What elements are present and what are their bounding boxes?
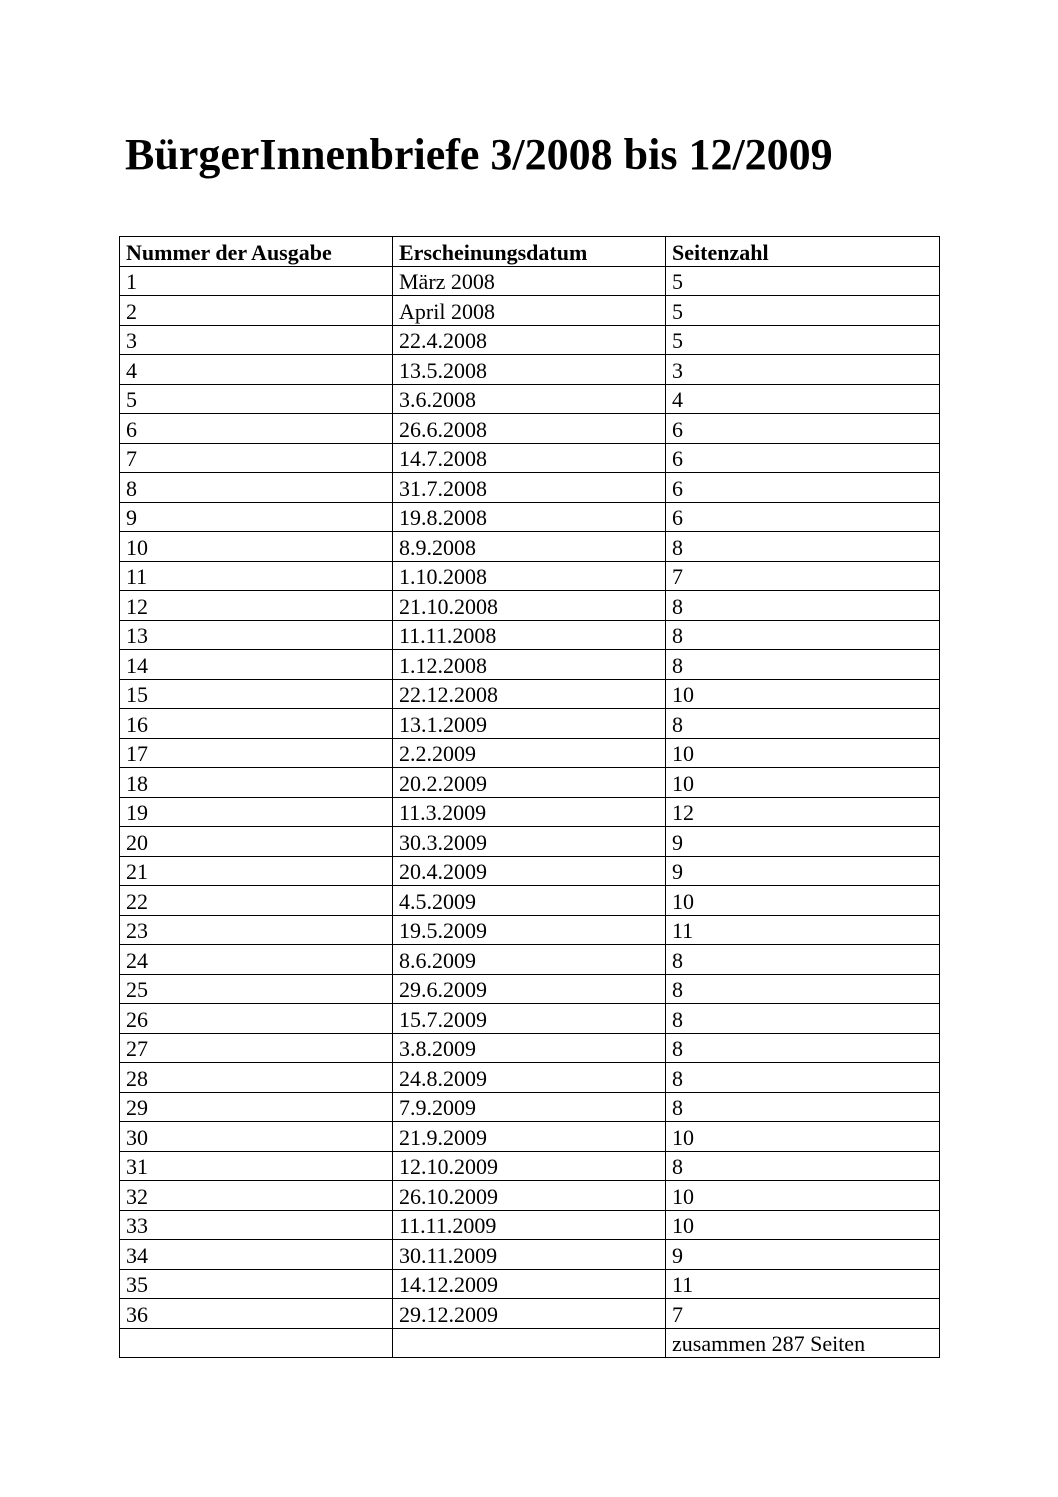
table-total-row (120, 1328, 940, 1358)
cell-page-count: 6 (666, 502, 940, 532)
cell-page-count: 8 (666, 974, 940, 1004)
cell-publication-date: 11.11.2008 (393, 620, 666, 650)
table-row (120, 1092, 940, 1122)
cell-issue-number: 1 (120, 266, 393, 296)
table-row (120, 679, 940, 709)
cell-page-count: 10 (666, 1210, 940, 1240)
cell-publication-date: 2.2.2009 (393, 738, 666, 768)
table-body (120, 266, 940, 1358)
column-header-page-count: Seitenzahl (666, 237, 940, 267)
cell-issue-number: 32 (120, 1181, 393, 1211)
cell-issue-number: 23 (120, 915, 393, 945)
table-row (120, 1181, 940, 1211)
cell-issue-number: 17 (120, 738, 393, 768)
cell-page-count: 5 (666, 296, 940, 326)
cell-issue-number: 4 (120, 355, 393, 385)
cell-publication-date: 20.4.2009 (393, 856, 666, 886)
cell-publication-date: 21.10.2008 (393, 591, 666, 621)
cell-page-count: 6 (666, 443, 940, 473)
total-empty-cell (393, 1328, 666, 1358)
cell-issue-number: 14 (120, 650, 393, 680)
total-pages-cell: zusammen 287 Seiten (666, 1328, 940, 1358)
cell-publication-date: 13.5.2008 (393, 355, 666, 385)
cell-issue-number: 24 (120, 945, 393, 975)
table-row (120, 1210, 940, 1240)
column-header-publication-date: Erscheinungsdatum (393, 237, 666, 267)
cell-issue-number: 12 (120, 591, 393, 621)
table-row (120, 1033, 940, 1063)
cell-publication-date: 19.8.2008 (393, 502, 666, 532)
cell-page-count: 8 (666, 1033, 940, 1063)
table-row (120, 502, 940, 532)
cell-issue-number: 15 (120, 679, 393, 709)
cell-publication-date: 1.10.2008 (393, 561, 666, 591)
issues-table (119, 236, 940, 1358)
cell-page-count: 8 (666, 1063, 940, 1093)
cell-page-count: 7 (666, 561, 940, 591)
cell-page-count: 8 (666, 945, 940, 975)
table-row (120, 1269, 940, 1299)
cell-page-count: 6 (666, 473, 940, 503)
cell-issue-number: 3 (120, 325, 393, 355)
cell-issue-number: 10 (120, 532, 393, 562)
cell-page-count: 10 (666, 1122, 940, 1152)
cell-publication-date: 29.6.2009 (393, 974, 666, 1004)
cell-issue-number: 6 (120, 414, 393, 444)
table-row (120, 414, 940, 444)
cell-page-count: 5 (666, 325, 940, 355)
table-row (120, 473, 940, 503)
cell-publication-date: 1.12.2008 (393, 650, 666, 680)
cell-page-count: 3 (666, 355, 940, 385)
cell-page-count: 8 (666, 1004, 940, 1034)
cell-page-count: 8 (666, 1151, 940, 1181)
table-row (120, 620, 940, 650)
cell-publication-date: 12.10.2009 (393, 1151, 666, 1181)
table-row (120, 797, 940, 827)
cell-publication-date: 8.6.2009 (393, 945, 666, 975)
cell-publication-date: April 2008 (393, 296, 666, 326)
table-row (120, 768, 940, 798)
table-row (120, 1063, 940, 1093)
table-row (120, 856, 940, 886)
cell-publication-date: 3.6.2008 (393, 384, 666, 414)
table-row (120, 1122, 940, 1152)
table-row (120, 266, 940, 296)
cell-issue-number: 7 (120, 443, 393, 473)
cell-publication-date: 20.2.2009 (393, 768, 666, 798)
table-row (120, 384, 940, 414)
cell-page-count: 10 (666, 768, 940, 798)
cell-publication-date: März 2008 (393, 266, 666, 296)
cell-page-count: 5 (666, 266, 940, 296)
cell-issue-number: 22 (120, 886, 393, 916)
cell-page-count: 12 (666, 797, 940, 827)
cell-issue-number: 33 (120, 1210, 393, 1240)
table-row (120, 827, 940, 857)
table-row (120, 650, 940, 680)
cell-page-count: 7 (666, 1299, 940, 1329)
cell-issue-number: 29 (120, 1092, 393, 1122)
cell-publication-date: 8.9.2008 (393, 532, 666, 562)
cell-page-count: 8 (666, 650, 940, 680)
cell-publication-date: 22.4.2008 (393, 325, 666, 355)
cell-page-count: 11 (666, 1269, 940, 1299)
cell-issue-number: 8 (120, 473, 393, 503)
cell-page-count: 11 (666, 915, 940, 945)
cell-page-count: 8 (666, 532, 940, 562)
cell-page-count: 8 (666, 709, 940, 739)
cell-publication-date: 14.7.2008 (393, 443, 666, 473)
cell-page-count: 8 (666, 1092, 940, 1122)
cell-page-count: 8 (666, 591, 940, 621)
table-row (120, 1240, 940, 1270)
cell-issue-number: 36 (120, 1299, 393, 1329)
cell-issue-number: 25 (120, 974, 393, 1004)
cell-publication-date: 15.7.2009 (393, 1004, 666, 1034)
table-row (120, 591, 940, 621)
cell-publication-date: 13.1.2009 (393, 709, 666, 739)
cell-page-count: 6 (666, 414, 940, 444)
cell-publication-date: 4.5.2009 (393, 886, 666, 916)
cell-publication-date: 14.12.2009 (393, 1269, 666, 1299)
table-row (120, 296, 940, 326)
cell-issue-number: 28 (120, 1063, 393, 1093)
cell-publication-date: 30.11.2009 (393, 1240, 666, 1270)
cell-page-count: 9 (666, 827, 940, 857)
cell-issue-number: 18 (120, 768, 393, 798)
table-row (120, 1299, 940, 1329)
cell-page-count: 9 (666, 856, 940, 886)
table-row (120, 738, 940, 768)
table-row (120, 915, 940, 945)
table-row (120, 1151, 940, 1181)
cell-issue-number: 20 (120, 827, 393, 857)
table-row (120, 886, 940, 916)
cell-issue-number: 9 (120, 502, 393, 532)
cell-publication-date: 11.11.2009 (393, 1210, 666, 1240)
page-title: BürgerInnenbriefe 3/2008 bis 12/2009 (125, 130, 833, 179)
cell-issue-number: 2 (120, 296, 393, 326)
cell-publication-date: 24.8.2009 (393, 1063, 666, 1093)
cell-issue-number: 19 (120, 797, 393, 827)
cell-issue-number: 26 (120, 1004, 393, 1034)
cell-page-count: 9 (666, 1240, 940, 1270)
cell-page-count: 10 (666, 1181, 940, 1211)
cell-page-count: 4 (666, 384, 940, 414)
cell-issue-number: 31 (120, 1151, 393, 1181)
cell-publication-date: 26.6.2008 (393, 414, 666, 444)
table-row (120, 355, 940, 385)
column-header-issue-number: Nummer der Ausgabe (120, 237, 393, 267)
cell-issue-number: 35 (120, 1269, 393, 1299)
cell-publication-date: 26.10.2009 (393, 1181, 666, 1211)
cell-issue-number: 34 (120, 1240, 393, 1270)
table-row (120, 443, 940, 473)
cell-publication-date: 22.12.2008 (393, 679, 666, 709)
cell-issue-number: 5 (120, 384, 393, 414)
cell-issue-number: 11 (120, 561, 393, 591)
cell-issue-number: 16 (120, 709, 393, 739)
cell-publication-date: 21.9.2009 (393, 1122, 666, 1152)
cell-page-count: 10 (666, 738, 940, 768)
table-row (120, 561, 940, 591)
cell-page-count: 8 (666, 620, 940, 650)
cell-publication-date: 31.7.2008 (393, 473, 666, 503)
table-row (120, 532, 940, 562)
cell-publication-date: 7.9.2009 (393, 1092, 666, 1122)
cell-publication-date: 11.3.2009 (393, 797, 666, 827)
table-row (120, 945, 940, 975)
cell-publication-date: 29.12.2009 (393, 1299, 666, 1329)
table-header-row (120, 237, 940, 267)
table-row (120, 325, 940, 355)
cell-publication-date: 3.8.2009 (393, 1033, 666, 1063)
cell-issue-number: 27 (120, 1033, 393, 1063)
cell-publication-date: 30.3.2009 (393, 827, 666, 857)
total-empty-cell (120, 1328, 393, 1358)
cell-page-count: 10 (666, 886, 940, 916)
cell-issue-number: 21 (120, 856, 393, 886)
cell-publication-date: 19.5.2009 (393, 915, 666, 945)
cell-issue-number: 30 (120, 1122, 393, 1152)
cell-issue-number: 13 (120, 620, 393, 650)
cell-page-count: 10 (666, 679, 940, 709)
table-row (120, 709, 940, 739)
table-row (120, 974, 940, 1004)
table-row (120, 1004, 940, 1034)
